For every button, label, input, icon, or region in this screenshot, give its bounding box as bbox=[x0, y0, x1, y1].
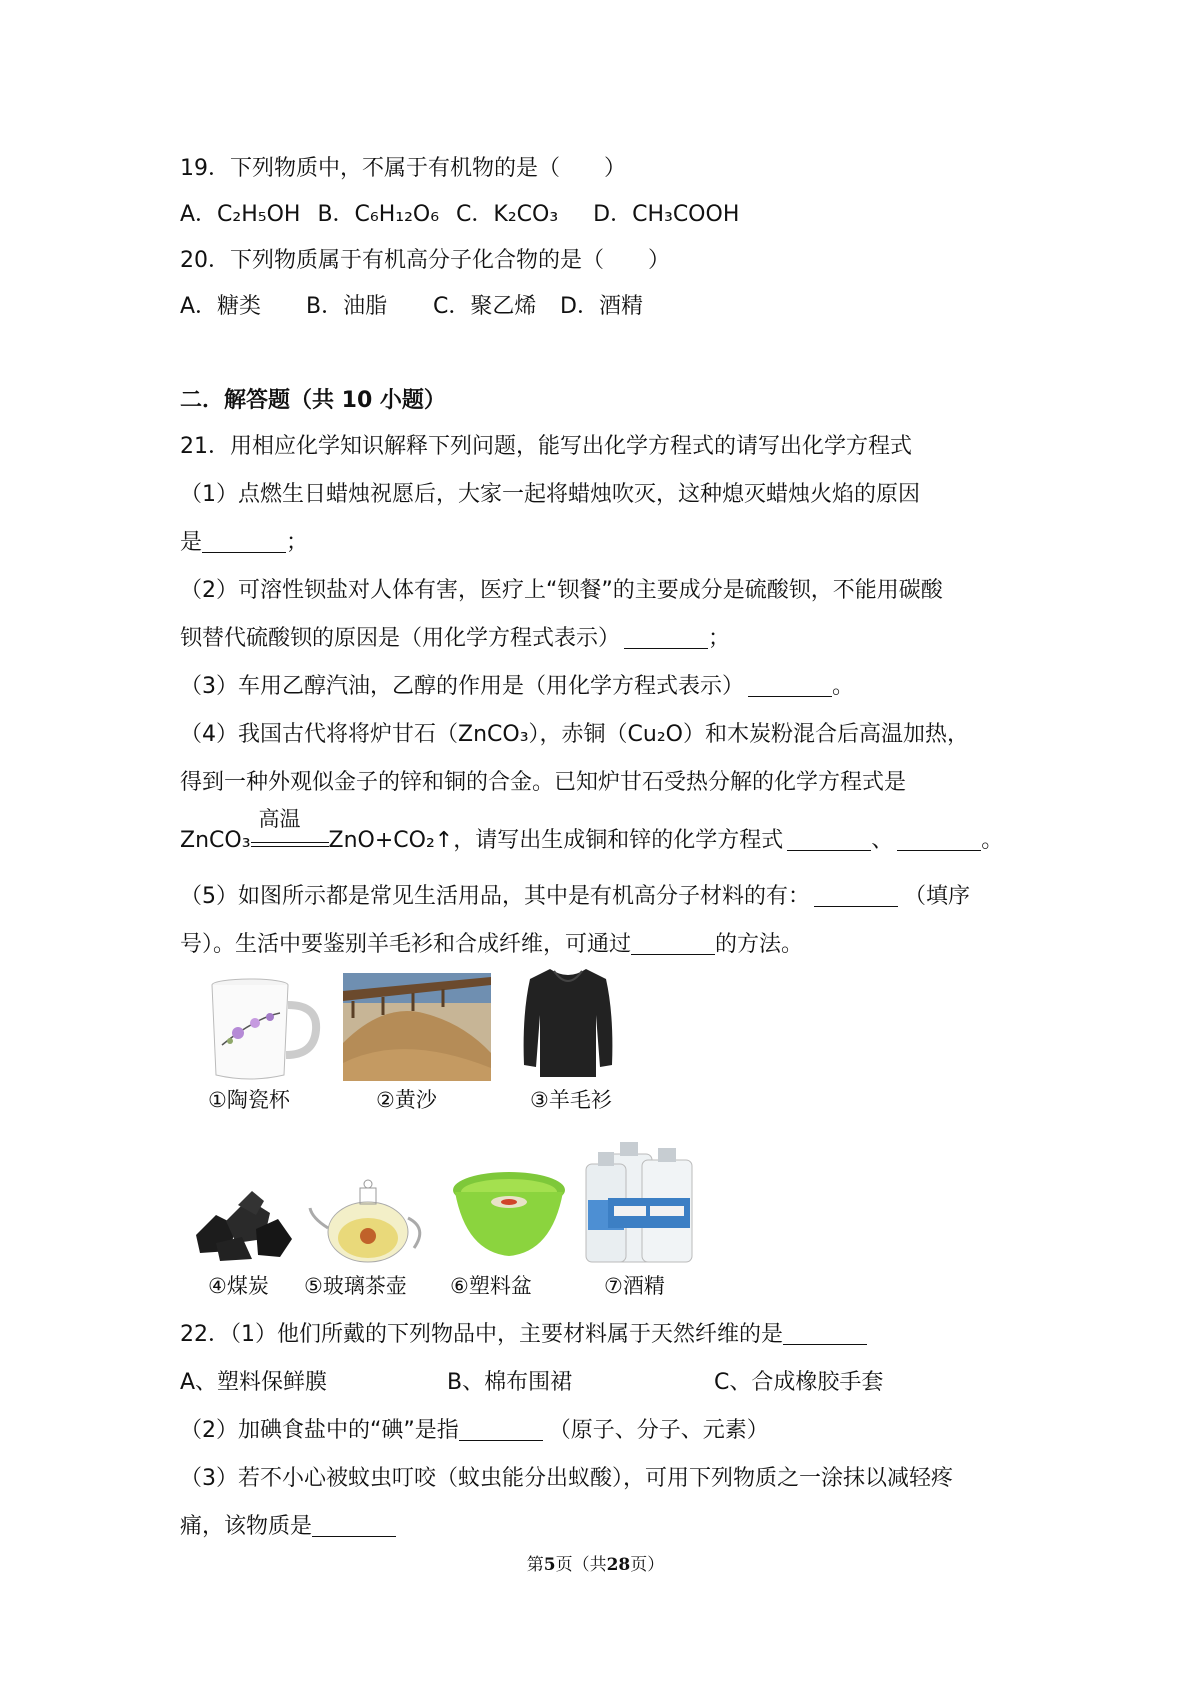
answer-blank[interactable] bbox=[814, 884, 898, 907]
q22-part1-text: 22．（1）他们所戴的下列物品中，主要材料属于天然纤维的是 bbox=[180, 1322, 783, 1347]
figure-caption-3: ③羊毛衫 bbox=[530, 1088, 612, 1112]
sand-pile-image bbox=[343, 973, 491, 1081]
q21-part3-line bbox=[180, 672, 854, 702]
q21-part1-text: 是 bbox=[180, 530, 203, 555]
q21-stem: 21．用相应化学知识解释下列问题，能写出化学方程式的请写出化学方程式 bbox=[180, 434, 912, 459]
q20-option-c: C．聚乙烯 bbox=[433, 294, 537, 319]
q19-option-a: A．C₂H₅OH bbox=[180, 202, 301, 227]
q20-stem: 20．下列物质属于有机高分子化合物的是（ ） bbox=[180, 248, 670, 273]
equation-arrow bbox=[251, 807, 329, 856]
q22-part1 bbox=[180, 1320, 867, 1350]
plastic-basin-image bbox=[450, 1168, 568, 1262]
q21-part2-line2 bbox=[180, 624, 730, 654]
q22-part2 bbox=[180, 1416, 769, 1446]
answer-blank[interactable] bbox=[631, 932, 715, 955]
q22-part3-line2 bbox=[180, 1512, 396, 1542]
q22-option-c: C、合成橡胶手套 bbox=[714, 1370, 884, 1395]
q22-part2-end: （原子、分子、元素） bbox=[548, 1418, 769, 1443]
answer-blank[interactable] bbox=[312, 1514, 396, 1537]
answer-blank[interactable] bbox=[624, 626, 708, 649]
figure-caption-2: ②黄沙 bbox=[376, 1088, 437, 1112]
q21-part4-end: 。 bbox=[981, 828, 1004, 853]
q21-part5-text-end: （填序 bbox=[904, 884, 971, 909]
q21-part4-line1: （4）我国古代将将炉甘石（ZnCO₃），赤铜（Cu₂O）和木炭粉混合后高温加热， bbox=[180, 722, 969, 747]
q22-option-a: A、塑料保鲜膜 bbox=[180, 1370, 328, 1395]
q21-part2-end: ； bbox=[708, 626, 731, 651]
glass-teapot-image bbox=[306, 1178, 430, 1266]
q21-part2-text: 钡替代硫酸钡的原因是（用化学方程式表示） bbox=[180, 626, 621, 651]
separator: 、 bbox=[871, 828, 894, 853]
q21-part5-line1 bbox=[180, 882, 970, 912]
answer-blank[interactable] bbox=[202, 530, 286, 553]
equation-condition: 高温 bbox=[258, 807, 301, 831]
q21-part1-end: ； bbox=[286, 530, 309, 555]
q21-part5-line2 bbox=[180, 930, 803, 960]
q22-options bbox=[180, 1368, 980, 1398]
footer-post: 页） bbox=[630, 1555, 665, 1575]
page-footer bbox=[0, 1550, 1191, 1575]
q20-option-a: A．糖类 bbox=[180, 294, 262, 319]
alcohol-bottles-image bbox=[584, 1140, 696, 1264]
figure-caption-4: ④煤炭 bbox=[208, 1274, 269, 1298]
figure-caption-5: ⑤玻璃茶壶 bbox=[304, 1274, 407, 1298]
answer-blank[interactable] bbox=[787, 828, 871, 851]
footer-mid: 页（共 bbox=[555, 1555, 607, 1575]
q21-part1-line1: （1）点燃生日蜡烛祝愿后，大家一起将蜡烛吹灭，这种熄灭蜡烛火焰的原因 bbox=[180, 482, 920, 507]
wool-sweater-image bbox=[520, 965, 616, 1081]
answer-blank[interactable] bbox=[783, 1322, 867, 1345]
page-number: 5 bbox=[543, 1555, 556, 1575]
ceramic-cup-image bbox=[200, 975, 326, 1085]
page-total: 28 bbox=[606, 1555, 631, 1575]
q21-part5-text: （5）如图所示都是常见生活用品，其中是有机高分子材料的有： bbox=[180, 884, 810, 909]
q19-stem: 19．下列物质中，不属于有机物的是（ ） bbox=[180, 156, 626, 181]
figure-caption-7: ⑦酒精 bbox=[604, 1274, 665, 1298]
q21-part2-line1: （2）可溶性钡盐对人体有害，医疗上“钡餐”的主要成分是硫酸钡，不能用碳酸 bbox=[180, 578, 943, 603]
q22-option-b: B、棉布围裙 bbox=[447, 1370, 573, 1395]
q20-options bbox=[180, 292, 980, 322]
q21-part5-text2: 号）。生活中要鉴别羊毛衫和合成纤维，可通过 bbox=[180, 932, 632, 957]
q19-option-c: C．K₂CO₃ bbox=[456, 202, 559, 227]
q21-part3-text: （3）车用乙醇汽油，乙醇的作用是（用化学方程式表示） bbox=[180, 674, 744, 699]
equation-reactant: ZnCO₃ bbox=[180, 828, 251, 853]
q21-part4-equation-line bbox=[180, 807, 1004, 856]
q22-part2-text: （2）加碘食盐中的“碘”是指 bbox=[180, 1418, 459, 1443]
answer-blank[interactable] bbox=[897, 828, 981, 851]
q22-part3-line1: （3）若不小心被蚊虫叮咬（蚊虫能分出蚁酸），可用下列物质之一涂抹以减轻疼 bbox=[180, 1466, 953, 1491]
q20-option-b: B．油脂 bbox=[306, 294, 388, 319]
figure-caption-6: ⑥塑料盆 bbox=[450, 1274, 532, 1298]
footer-pre: 第 bbox=[526, 1555, 544, 1575]
q21-part5-text2-end: 的方法。 bbox=[715, 932, 804, 957]
section-title: 二．解答题（共 10 小题） bbox=[180, 388, 446, 413]
q21-part4-line2: 得到一种外观似金子的锌和铜的合金。已知炉甘石受热分解的化学方程式是 bbox=[180, 770, 907, 795]
q21-part3-end: 。 bbox=[832, 674, 855, 699]
q19-option-d: D．CH₃COOH bbox=[593, 202, 740, 227]
answer-blank[interactable] bbox=[459, 1418, 543, 1441]
q19-option-b: B．C₆H₁₂O₆ bbox=[317, 202, 440, 227]
q20-option-d: D．酒精 bbox=[560, 294, 643, 319]
q21-part1-line2 bbox=[180, 528, 308, 558]
figure-caption-1: ①陶瓷杯 bbox=[208, 1088, 290, 1112]
equation-products: ZnO+CO₂↑，请写出生成铜和锌的化学方程式 bbox=[328, 828, 784, 853]
coal-image bbox=[186, 1185, 294, 1261]
q19-options bbox=[180, 200, 739, 230]
answer-blank[interactable] bbox=[748, 674, 832, 697]
q22-part3-text: 痛，该物质是 bbox=[180, 1514, 313, 1539]
